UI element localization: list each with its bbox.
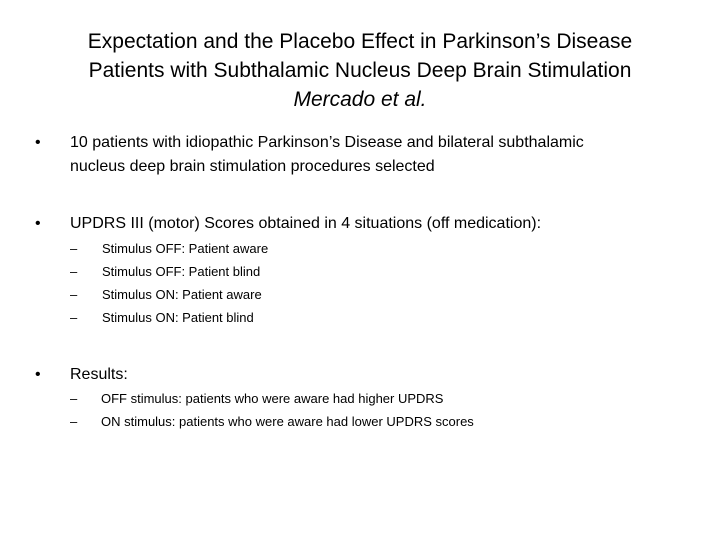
sub-marker: – — [70, 310, 78, 325]
bullet-text-line-2: nucleus deep brain stimulation procedures selected — [70, 158, 435, 175]
sub-marker: – — [70, 414, 78, 429]
sub-marker: – — [70, 391, 78, 406]
bullet-text — [70, 131, 685, 179]
bullet-text-line-1: UPDRS III (motor) Scores obtained in 4 situations (off medication): — [70, 215, 542, 232]
sub-item-text: ON stimulus: patients who were aware had lower UPDRS scores — [101, 414, 474, 429]
sub-item-text: Stimulus OFF: Patient aware — [102, 241, 269, 256]
bullet-text — [70, 212, 685, 236]
bullet-text-line-1: 10 patients with idiopathic Parkinson’s Disease and bilateral subthalamic — [70, 134, 584, 151]
bullet-text — [70, 363, 685, 387]
bullet-marker: • — [35, 134, 41, 151]
sub-item-text: Stimulus ON: Patient aware — [102, 287, 262, 302]
sub-marker: – — [70, 264, 78, 279]
sub-marker: – — [70, 241, 78, 256]
bullet-marker: • — [35, 366, 41, 383]
sub-item-text: Stimulus ON: Patient blind — [102, 310, 254, 325]
slide-title — [40, 27, 680, 114]
title-line-2: Patients with Subthalamic Nucleus Deep Brain Stimulation — [88, 59, 632, 82]
bullet-text-line-1: Results: — [70, 366, 128, 383]
title-line-1: Expectation and the Placebo Effect in Parkinson’s Disease — [87, 30, 633, 53]
title-author: Mercado et al. — [293, 88, 427, 111]
sub-marker: – — [70, 287, 78, 302]
bullet-marker: • — [35, 215, 41, 232]
sub-item-text: OFF stimulus: patients who were aware had higher UPDRS — [101, 391, 444, 406]
sub-item-text: Stimulus OFF: Patient blind — [102, 264, 261, 279]
